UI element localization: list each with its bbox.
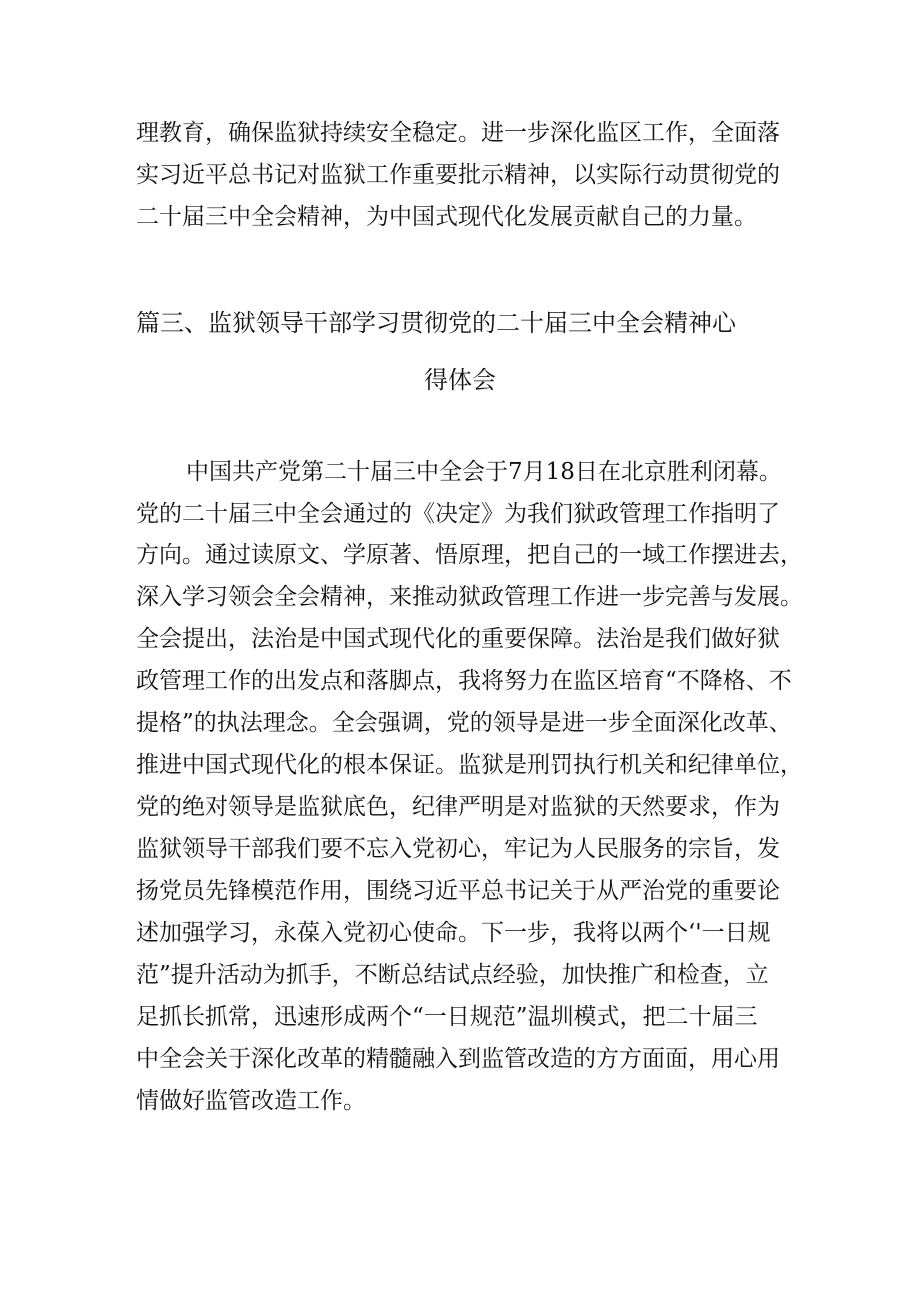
section-heading-line-1: 篇三、监狱领导干部学习贯彻党的二十届三中全会精神心: [136, 309, 736, 337]
body-line-1: 中国共产党第二十届三中全会于7月18日在北京胜利闭幕。: [186, 459, 782, 485]
body-line-9: 党的绝对领导是监狱底色，纪律严明是对监狱的天然要求，作为: [136, 794, 780, 820]
intro-line-1: 理教育，确保监狱持续安全稳定。进一步深化监区工作，全面落: [136, 120, 780, 146]
intro-line-3: 二十届三中全会精神，为中国式现代化发展贡献自己的力量。: [136, 204, 757, 230]
body-line-15: 中全会关于深化改革的精髓融入到监管改造的方方面面，用心用: [136, 1046, 780, 1072]
body-line-10: 监狱领导干部我们要不忘入党初心，牢记为人民服务的宗旨，发: [136, 836, 780, 862]
intro-line-2: 实习近平总书记对监狱工作重要批示精神，以实际行动贯彻党的: [136, 162, 780, 188]
body-line-2: 党的二十届三中全会通过的《决定》为我们狱政管理工作指明了: [136, 501, 780, 527]
body-line-5: 全会提出，法治是中国式现代化的重要保障。法治是我们做好狱: [136, 626, 780, 652]
body-line-7: 提格”的执法理念。全会强调，党的领导是进一步全面深化改革、: [136, 710, 792, 736]
section-heading-line-2: 得体会: [424, 366, 496, 394]
body-line-4: 深入学习领会全会精神，来推动狱政管理工作进一步完善与发展。: [136, 584, 803, 610]
body-line-14: 足抓长抓常，迅速形成两个“一日规范”温圳模式，把二十届三: [136, 1004, 758, 1030]
body-line-13: 范”提升活动为抓手，不断总结试点经验，加快推广和检查，立: [136, 962, 769, 988]
body-line-8: 推进中国式现代化的根本保证。监狱是刑罚执行机关和纪律单位，: [136, 752, 803, 778]
body-line-11: 扬党员先锋模范作用，围绕习近平总书记关于从严治党的重要论: [136, 878, 780, 904]
body-line-16: 情做好监管改造工作。: [136, 1088, 366, 1114]
body-line-12: 述加强学习，永葆入党初心使命。下一步，我将以两个‘'一日规: [136, 920, 771, 946]
body-line-6: 政管理工作的出发点和落脚点，我将努力在监区培育“不降格、不: [136, 668, 792, 694]
body-line-3: 方向。通过读原文、学原著、悟原理，把自己的一域工作摆进去，: [136, 542, 803, 568]
